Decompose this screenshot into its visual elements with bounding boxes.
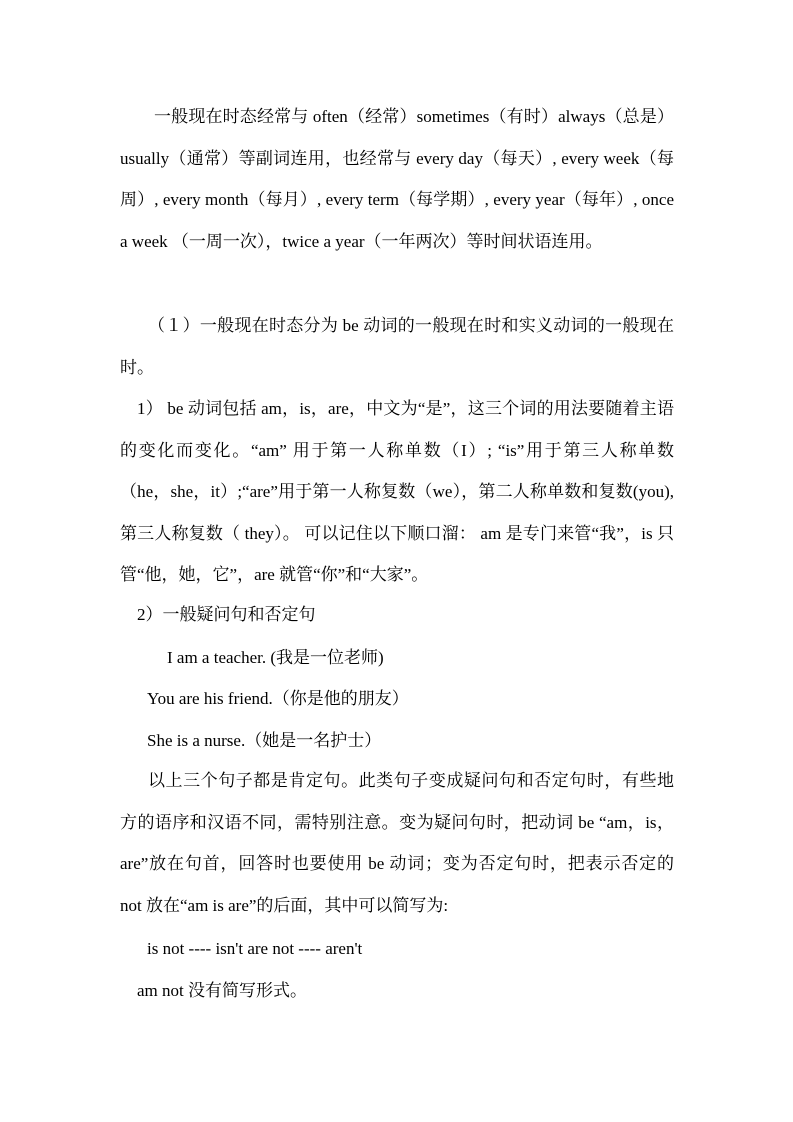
paragraph-be-verb-usage: 1） be 动词包括 am，is，are，中文为“是”，这三个词的用法要随着主语的变化而变化。“am” 用于第一人称单数（I）; “is”用于第三人称单数（he，she，it）;“are”用于第一人称复数（we），第二人称单数和复数(you), 第三人称复数（ they）。 可以记住以下顺口溜： am 是专门来管“我”，is 只管“他，她，它”，are 就管“你”和“大家”。 (120, 399, 674, 585)
paragraph-frequency-adverbs: 一般现在时态经常与 often（经常）sometimes（有时）always（总是）usually（通常）等副词连用，也经常与 every day（每天）, every week（每周）, every month（每月）, every term（每学期）, every year（每年）, once a week （一周一次），twice a year（一年两次）等时间状语连用。 (120, 107, 674, 251)
note-am-not: am not 没有简写形式。 (137, 981, 307, 1000)
paragraph-be-verb-intro: （１）一般现在时态分为 be 动词的一般现在时和实义动词的一般现在时。 (120, 316, 674, 377)
contraction-examples: is not ---- isn't are not ---- aren't (147, 939, 363, 958)
example-sentence: You are his friend.（你是他的朋友） (147, 689, 409, 708)
paragraph-transformation-rules: 以上三个句子都是肯定句。此类句子变成疑问句和否定句时，有些地方的语序和汉语不同，需特别注意。变为疑问句时，把动词 be “am，is，are”放在句首，回答时也要使用 be 动词；变为否定句时，把表示否定的 not 放在“am is are”的后面，其中可以简写为: (120, 771, 674, 915)
example-sentence: I am a teacher. (我是一位老师) (167, 648, 384, 667)
example-sentence: She is a nurse.（她是一名护士） (147, 731, 382, 750)
heading-questions-negatives: 2）一般疑问句和否定句 (137, 605, 316, 624)
